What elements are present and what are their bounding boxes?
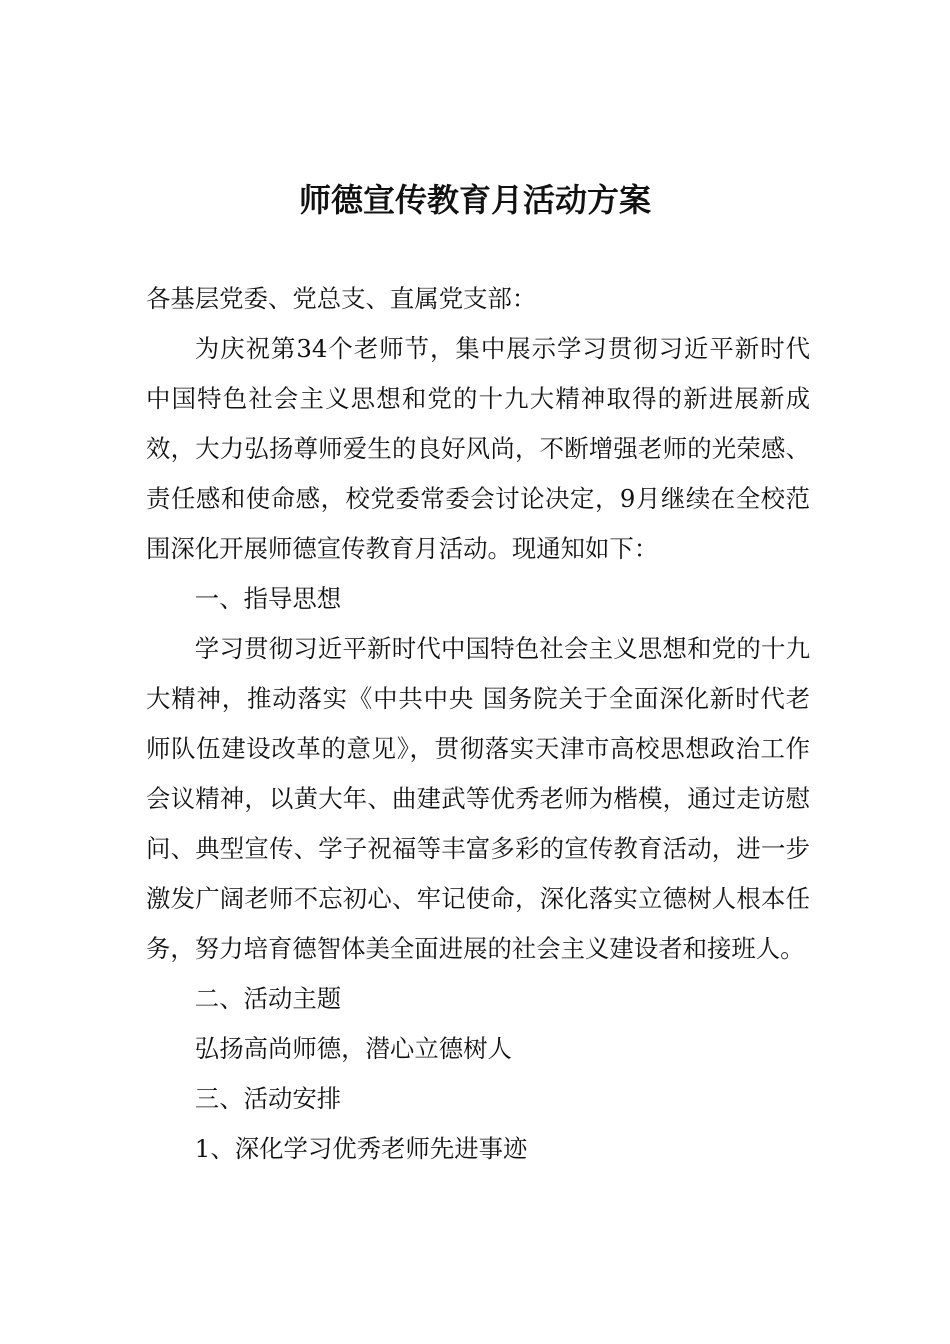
- guiding-ideology-paragraph: 学习贯彻习近平新时代中国特色社会主义思想和党的十九大精神，推动落实《中共中央 国务院关于全面深化新时代老师队伍建设改革的意见》，贯彻落实天津市高校思想政治工作会议精神，以黄大年、曲建武等优秀老师为楷模，通过走访慰问、典型宣传、学子祝福等丰富多彩的宣传教育活动，进一步激发广阔老师不忘初心、牢记使命，深化落实立德树人根本任务，努力培育德智体美全面进展的社会主义建设者和接班人。: [146, 634, 810, 963]
- theme-paragraph: 弘扬高尚师德，潜心立德树人: [194, 1034, 512, 1063]
- document-body: [146, 274, 810, 1174]
- section-heading-guiding-ideology: 一、指导思想: [194, 584, 342, 613]
- section-heading-theme: 二、活动主题: [194, 984, 342, 1013]
- document-title: 师德宣传教育月活动方案: [298, 181, 651, 219]
- intro-paragraph: 为庆祝第34个老师节，集中展示学习贯彻习近平新时代中国特色社会主义思想和党的十九大精神取得的新进展新成效，大力弘扬尊师爱生的良好风尚，不断增强老师的光荣感、责任感和使命感，校党委常委会讨论决定，9月继续在全校范围深化开展师德宣传教育月活动。现通知如下：: [146, 334, 810, 563]
- arrangement-item-1: 1、深化学习优秀老师先进事迹: [194, 1134, 528, 1163]
- salutation-paragraph: 各基层党委、党总支、直属党支部：: [146, 284, 537, 313]
- section-heading-arrangement: 三、活动安排: [194, 1084, 342, 1113]
